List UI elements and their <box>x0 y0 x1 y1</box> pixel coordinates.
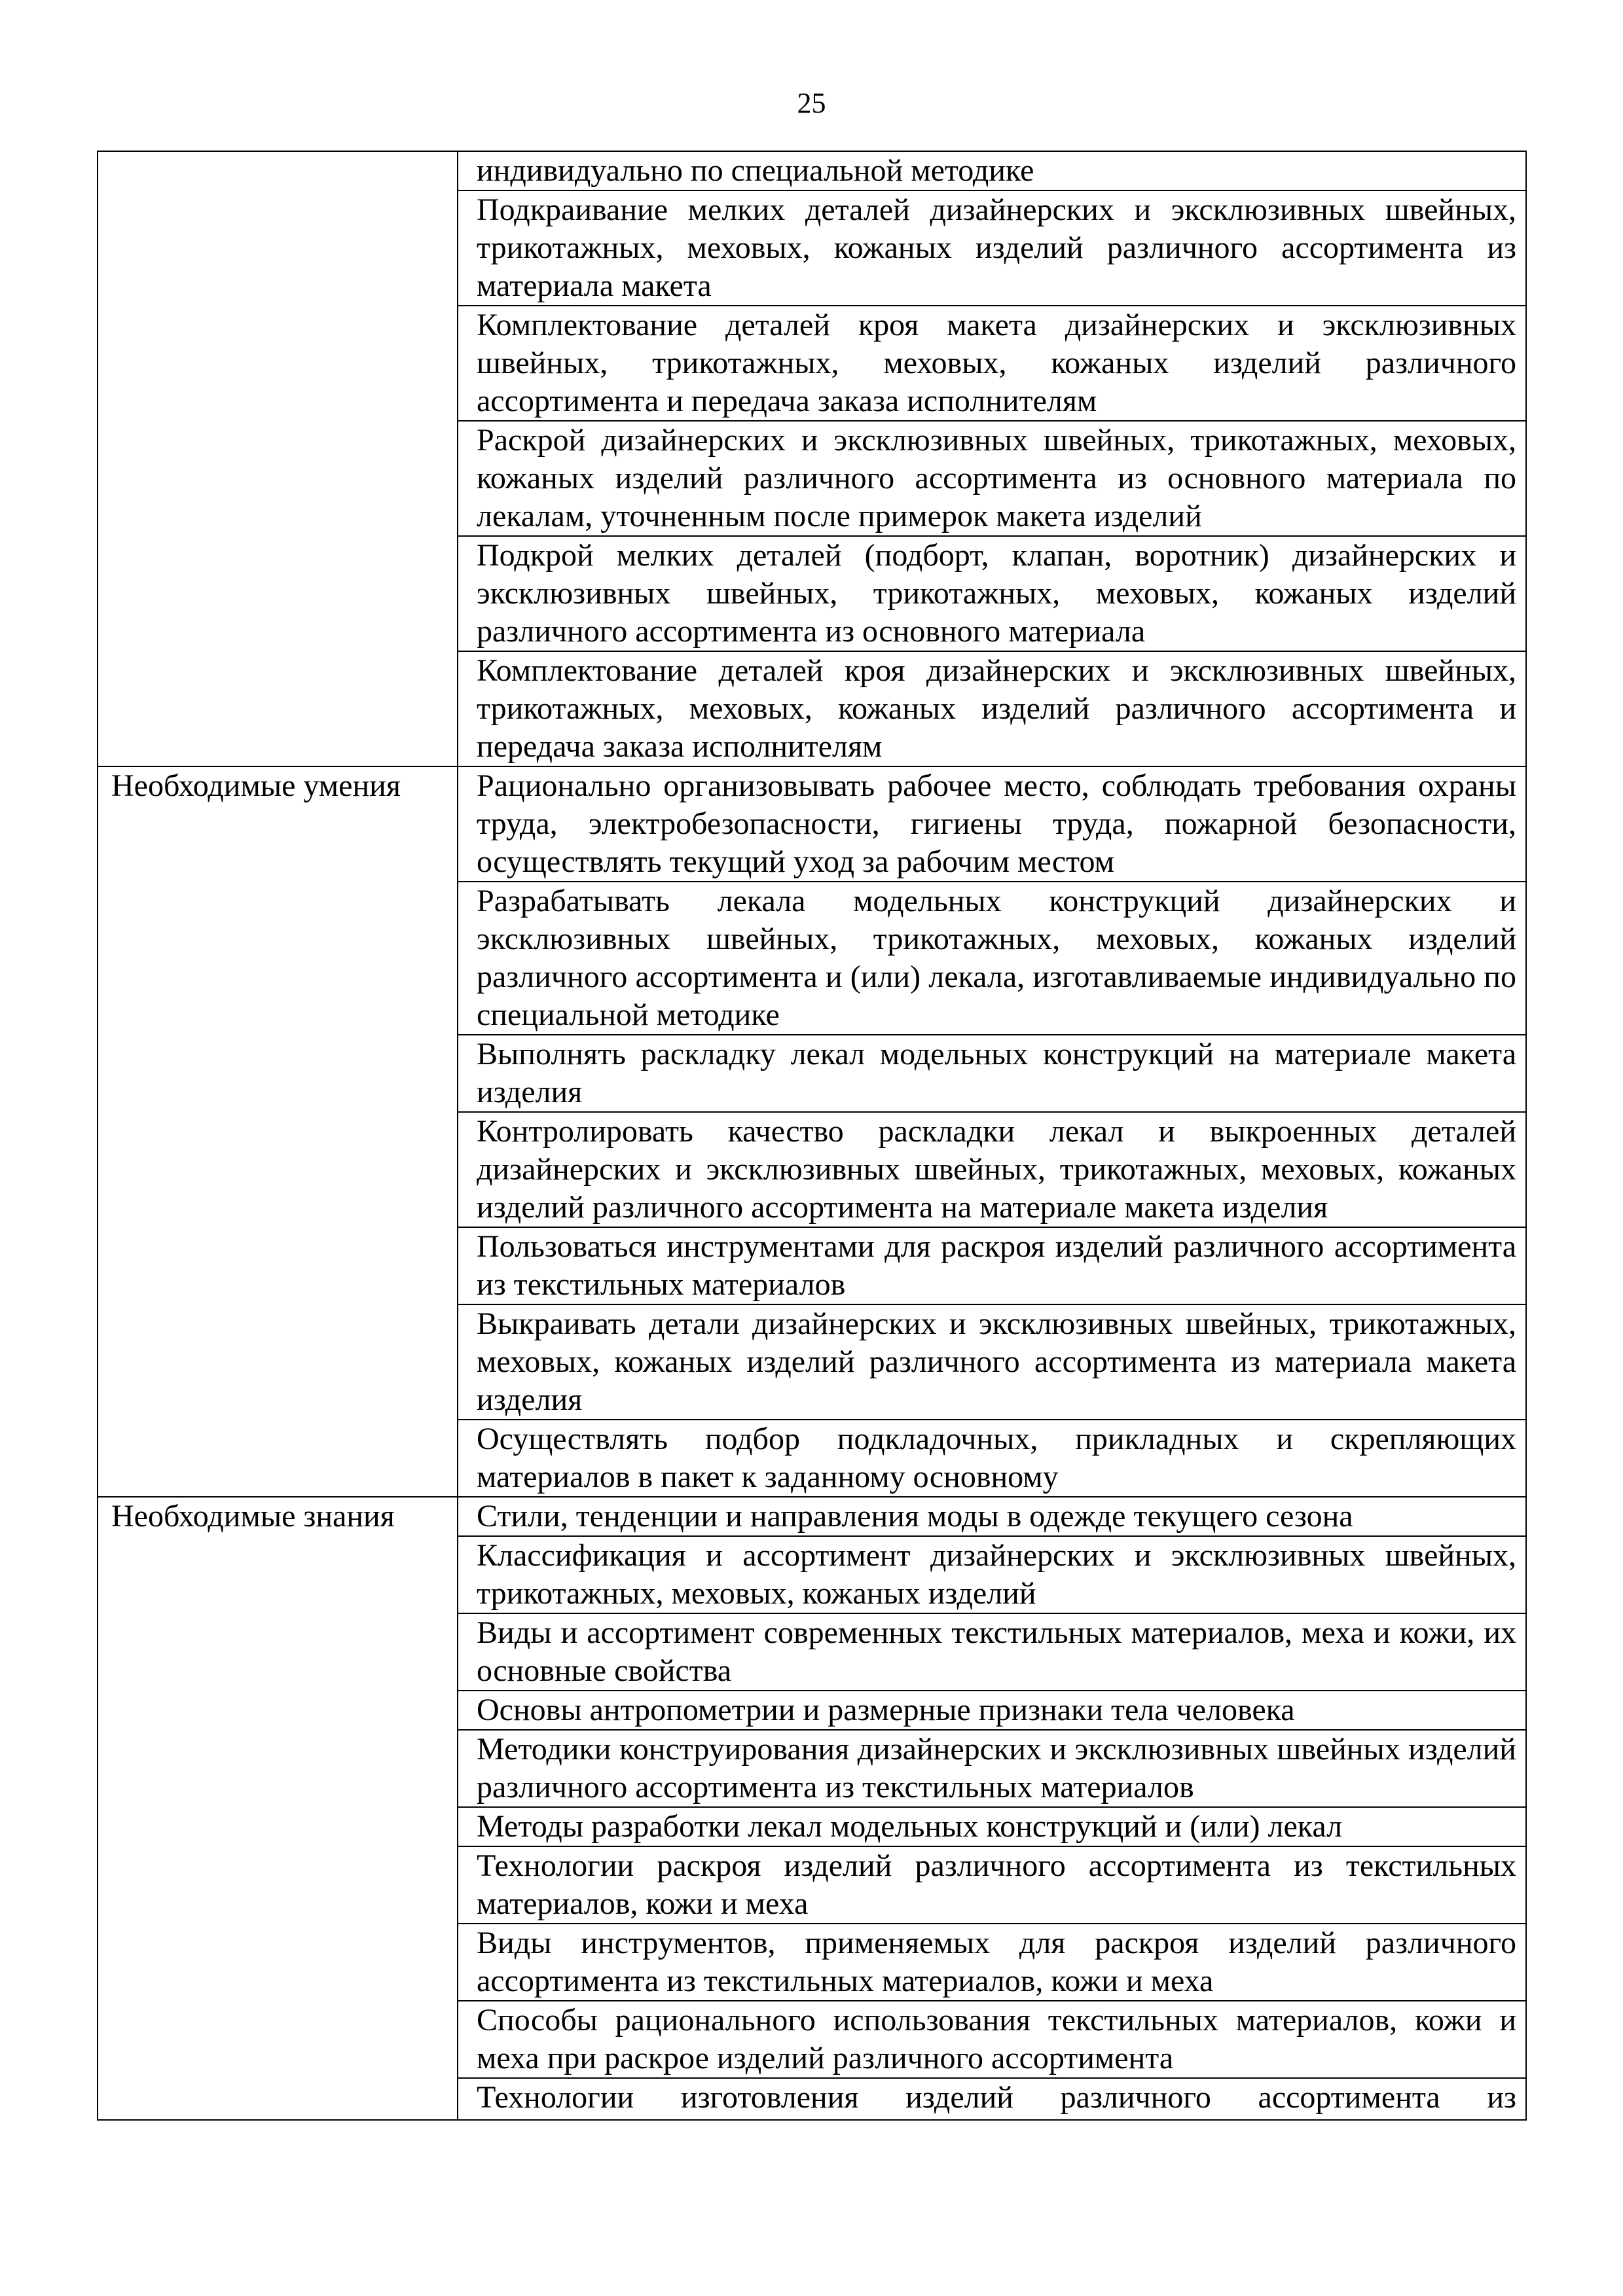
requirement-cell: Виды инструментов, применяемых для раскроя изделий различного ассортимента из текстильных материалов, кожи и меха <box>458 1924 1526 2001</box>
requirement-cell: Разрабатывать лекала модельных конструкций дизайнерских и эксклюзивных швейных, трикотажных, меховых, кожаных изделий различного ассортимента и (или) лекала, изготавливаемые индивидуально по специальной методике <box>458 882 1526 1035</box>
table-row <box>98 151 1526 190</box>
requirement-cell: Основы антропометрии и размерные признаки тела человека <box>458 1691 1526 1730</box>
requirement-cell: Выкраивать детали дизайнерских и эксклюзивных швейных, трикотажных, меховых, кожаных изделий различного ассортимента из материала макета изделия <box>458 1304 1526 1420</box>
requirement-cell: Выполнять раскладку лекал модельных конструкций на материале макета изделия <box>458 1035 1526 1112</box>
requirement-cell: индивидуально по специальной методике <box>458 151 1526 190</box>
requirement-cell: Комплектование деталей кроя макета дизайнерских и эксклюзивных швейных, трикотажных, меховых, кожаных изделий различного ассортимента и передача заказа исполнителям <box>458 306 1526 421</box>
competency-table-body <box>98 151 1526 2120</box>
requirement-cell: Технологии изготовления изделий различного ассортимента из <box>458 2078 1526 2120</box>
requirement-cell: Подкрой мелких деталей (подборт, клапан, воротник) дизайнерских и эксклюзивных швейных, трикотажных, меховых, кожаных изделий различного ассортимента из основного материала <box>458 536 1526 651</box>
table-row <box>98 1497 1526 1536</box>
requirement-cell: Способы рационального использования текстильных материалов, кожи и меха при раскрое изделий различного ассортимента <box>458 2001 1526 2078</box>
requirement-cell: Пользоваться инструментами для раскроя изделий различного ассортимента из текстильных материалов <box>458 1227 1526 1304</box>
knowledge-section-label: Необходимые знания <box>98 1497 458 2120</box>
pre-section-label <box>98 151 458 766</box>
requirement-cell: Подкраивание мелких деталей дизайнерских и эксклюзивных швейных, трикотажных, меховых, кожаных изделий различного ассортимента из материала макета <box>458 190 1526 306</box>
competency-table <box>97 151 1527 2121</box>
requirement-cell: Комплектование деталей кроя дизайнерских и эксклюзивных швейных, трикотажных, меховых, кожаных изделий различного ассортимента и передача заказа исполнителям <box>458 651 1526 766</box>
requirement-cell: Рационально организовывать рабочее место, соблюдать требования охраны труда, электробезопасности, гигиены труда, пожарной безопасности, осуществлять текущий уход за рабочим местом <box>458 766 1526 882</box>
requirement-cell: Стили, тенденции и направления моды в одежде текущего сезона <box>458 1497 1526 1536</box>
table-row <box>98 766 1526 882</box>
page-number: 25 <box>797 87 826 119</box>
requirement-cell: Методы разработки лекал модельных конструкций и (или) лекал <box>458 1807 1526 1846</box>
requirement-cell: Классификация и ассортимент дизайнерских и эксклюзивных швейных, трикотажных, меховых, кожаных изделий <box>458 1536 1526 1613</box>
skills-section-label: Необходимые умения <box>98 766 458 1497</box>
requirement-cell: Технологии раскроя изделий различного ассортимента из текстильных материалов, кожи и меха <box>458 1846 1526 1924</box>
requirement-cell: Контролировать качество раскладки лекал и выкроенных деталей дизайнерских и эксклюзивных швейных, трикотажных, меховых, кожаных изделий различного ассортимента на материале макета изделия <box>458 1112 1526 1227</box>
requirement-cell: Раскрой дизайнерских и эксклюзивных швейных, трикотажных, меховых, кожаных изделий различного ассортимента из основного материала по лекалам, уточненным после примерок макета изделий <box>458 421 1526 536</box>
requirement-cell: Методики конструирования дизайнерских и эксклюзивных швейных изделий различного ассортимента из текстильных материалов <box>458 1730 1526 1807</box>
requirement-cell: Виды и ассортимент современных текстильных материалов, меха и кожи, их основные свойства <box>458 1613 1526 1691</box>
requirement-cell: Осуществлять подбор подкладочных, прикладных и скрепляющих материалов в пакет к заданному основному <box>458 1420 1526 1497</box>
